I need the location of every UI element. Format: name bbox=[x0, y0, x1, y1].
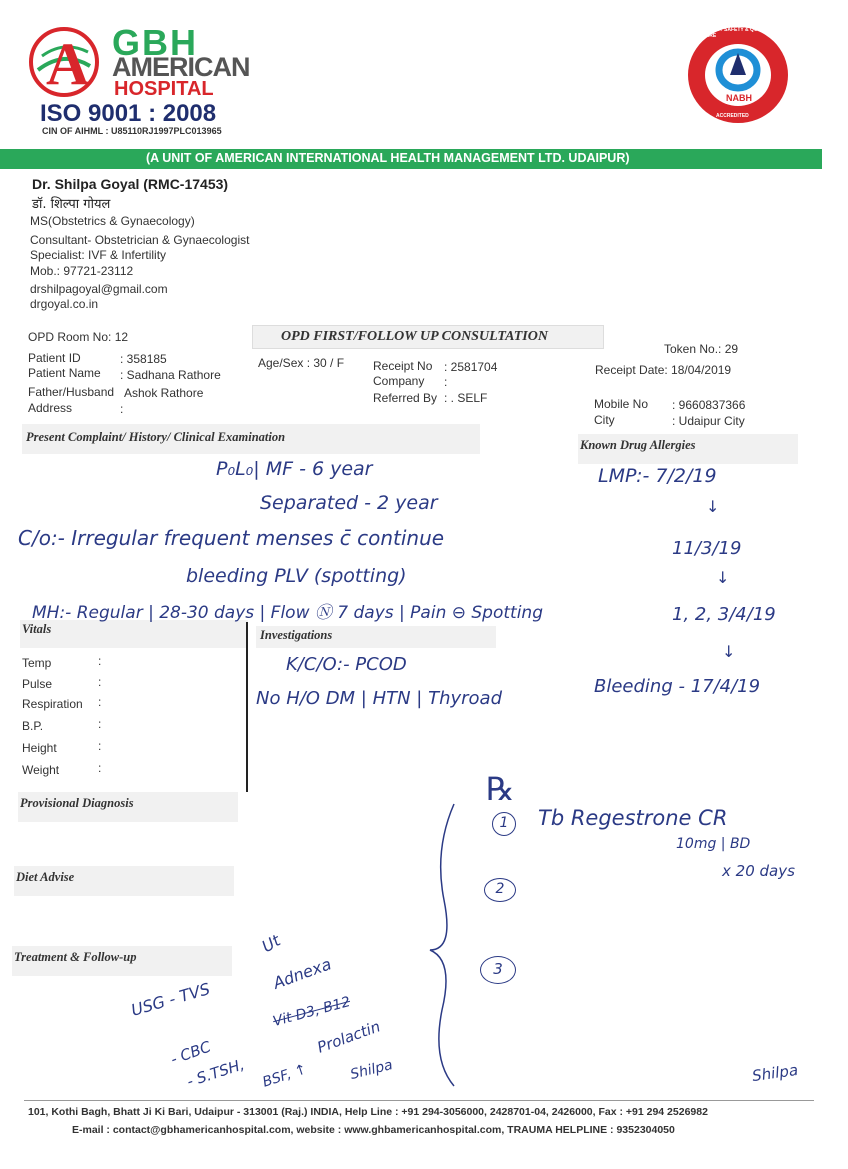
hw-date-2: 1, 2, 3/4/19 bbox=[672, 604, 776, 625]
rx-item-3-num: 3 bbox=[493, 960, 503, 978]
rx-item-2-num: 2 bbox=[495, 881, 505, 897]
mobile-value: : 9660837366 bbox=[672, 398, 746, 412]
investigations-heading: Investigations bbox=[260, 628, 333, 642]
form-title: OPD FIRST/FOLLOW UP CONSULTATION bbox=[281, 329, 548, 344]
doctor-email: drshilpagoyal@gmail.com bbox=[30, 282, 168, 296]
hw-no-ho: No H/O DM | HTN | Thyroad bbox=[256, 688, 503, 709]
hw-rx-1-duration: x 20 days bbox=[722, 862, 795, 880]
hw-bleeding: bleeding PLV (spotting) bbox=[186, 565, 407, 587]
hw-bleeding-date: Bleeding - 17/4/19 bbox=[594, 676, 761, 697]
hw-bsf: BSF, ↑ bbox=[260, 1061, 309, 1091]
vital-sep: : bbox=[98, 761, 102, 775]
hw-lmp: LMP:- 7/2/19 bbox=[598, 465, 717, 487]
patient-name-label: Patient Name bbox=[28, 366, 101, 380]
doctor-qualification: MS(Obstetrics & Gynaecology) bbox=[30, 214, 195, 228]
hw-separated: Separated - 2 year bbox=[260, 492, 438, 514]
hw-signature-small: Shilpa bbox=[348, 1057, 395, 1083]
diet-heading-box bbox=[14, 866, 234, 896]
nabh-seal bbox=[686, 25, 790, 125]
address-value: : bbox=[120, 402, 124, 416]
hw-date-1: 11/3/19 bbox=[672, 538, 742, 559]
referred-value: : . SELF bbox=[444, 391, 488, 405]
vital-label: Weight bbox=[22, 763, 60, 777]
receipt-date: Receipt Date: 18/04/2019 bbox=[595, 363, 732, 377]
vital-pulse bbox=[22, 675, 222, 695]
vital-temp bbox=[22, 654, 222, 675]
hw-rx-symbol: ℞ bbox=[486, 770, 515, 808]
diet-heading: Diet Advise bbox=[16, 870, 75, 884]
form-title-box bbox=[252, 325, 604, 349]
hw-adnexa: Adnexa bbox=[270, 954, 334, 993]
hw-complaint: C/o:- Irregular frequent menses c̄ continue bbox=[18, 526, 445, 550]
vital-label: Temp bbox=[22, 656, 52, 670]
patient-id: : 358185 bbox=[120, 352, 167, 366]
token-number: Token No.: 29 bbox=[664, 342, 739, 356]
vital-sep: : bbox=[98, 675, 102, 689]
receipt-no: : 2581704 bbox=[444, 360, 498, 374]
address-label: Address bbox=[28, 401, 73, 415]
company-value: : bbox=[444, 375, 448, 389]
city-label: City bbox=[594, 413, 615, 427]
vital-label: B.P. bbox=[22, 719, 44, 733]
vital-height bbox=[22, 739, 222, 761]
referred-label: Referred By bbox=[373, 391, 438, 405]
opd-room: OPD Room No: 12 bbox=[28, 330, 129, 344]
company-label: Company bbox=[373, 374, 425, 388]
brand-line1: GBH bbox=[112, 22, 198, 63]
father-label: Father/Husband bbox=[28, 385, 115, 399]
hw-arrow-1: ↓ bbox=[706, 497, 720, 516]
vital-sep: : bbox=[98, 654, 102, 668]
hw-arrow-2: ↓ bbox=[716, 568, 730, 587]
vital-sep: : bbox=[98, 739, 102, 753]
treatment-heading-box bbox=[12, 946, 232, 976]
doctor-name-hindi: डॉ. शिल्पा गोयल bbox=[32, 197, 111, 212]
hw-signature-right: Shilpa bbox=[750, 1060, 800, 1086]
banner-text: (A UNIT OF AMERICAN INTERNATIONAL HEALTH MANAGEMENT LTD. UDAIPUR) bbox=[146, 151, 630, 165]
doctor-mobile: Mob.: 97721-23112 bbox=[30, 264, 134, 278]
hw-usg: USG - TVS bbox=[128, 979, 213, 1020]
header-banner bbox=[0, 149, 822, 169]
hw-rx-1: Tb Regestrone CR bbox=[538, 806, 728, 830]
brand-line2: AMERICAN bbox=[112, 52, 250, 82]
hw-ut: Ut bbox=[258, 930, 284, 957]
complaint-heading: Present Complaint/ History/ Clinical Examination bbox=[26, 430, 286, 444]
hw-arrow-3: ↓ bbox=[722, 642, 736, 661]
hw-kco: K/C/O:- PCOD bbox=[286, 654, 407, 675]
allergies-heading: Known Drug Allergies bbox=[580, 438, 696, 452]
brand-line3: HOSPITAL bbox=[114, 78, 214, 100]
hw-obstetric: P₀L₀| MF - 6 year bbox=[216, 458, 373, 480]
hospital-logo bbox=[28, 26, 100, 98]
vitals-divider bbox=[246, 622, 248, 792]
vital-respiration bbox=[22, 695, 222, 717]
investigations-heading-box bbox=[256, 626, 496, 648]
nabh-label: NABH bbox=[726, 93, 752, 103]
nabh-ring-text: PATIENT SAFETY & QUALITY OF CARE bbox=[702, 27, 781, 39]
rx-item-1-num: 1 bbox=[499, 815, 509, 831]
vitals-list bbox=[22, 654, 222, 783]
complaint-heading-box bbox=[22, 424, 480, 454]
cin-number: CIN OF AIHML : U85110RJ1997PLC013965 bbox=[42, 126, 222, 136]
patient-name: : Sadhana Rathore bbox=[120, 368, 221, 382]
vital-label: Height bbox=[22, 741, 57, 755]
father-name: Ashok Rathore bbox=[124, 386, 204, 400]
hw-bracket bbox=[420, 800, 460, 1090]
hw-vitd: Vit D3, B12 bbox=[271, 993, 353, 1031]
vital-bp bbox=[22, 717, 222, 739]
iso-cert: ISO 9001 : 2008 bbox=[40, 100, 217, 127]
provisional-heading-box bbox=[18, 792, 238, 822]
rx-item-2-circle bbox=[484, 878, 516, 902]
rx-item-1-circle bbox=[492, 812, 516, 836]
nabh-bottom-text: ACCREDITED bbox=[716, 113, 749, 119]
doctor-specialist: Specialist: IVF & Infertility bbox=[30, 248, 167, 262]
hw-tsh: - S.TSH, bbox=[184, 1055, 247, 1091]
city-value: : Udaipur City bbox=[672, 414, 745, 428]
vital-sep: : bbox=[98, 695, 102, 709]
doctor-name: Dr. Shilpa Goyal (RMC-17453) bbox=[32, 176, 229, 192]
vital-label: Respiration bbox=[22, 697, 83, 711]
doctor-role: Consultant- Obstetrician & Gynaecologist bbox=[30, 233, 250, 247]
patient-id-label: Patient ID bbox=[28, 351, 81, 365]
hw-menstrual-history: MH:- Regular | 28-30 days | Flow Ⓝ 7 days | Pain ⊖ Spotting bbox=[32, 603, 543, 623]
rx-item-3-circle bbox=[480, 956, 516, 984]
mobile-label: Mobile No bbox=[594, 397, 649, 411]
vital-sep: : bbox=[98, 717, 102, 731]
footer-address: 101, Kothi Bagh, Bhatt Ji Ki Bari, Udaipur - 313001 (Raj.) INDIA, Help Line : +91 294-3056000, 2428701-04, 2426000, Fax : +91 294 2526982 bbox=[28, 1106, 708, 1118]
vital-label: Pulse bbox=[22, 677, 53, 691]
logo-letter: A bbox=[46, 31, 90, 97]
doctor-web: drgoyal.co.in bbox=[30, 297, 99, 311]
age-sex: Age/Sex : 30 / F bbox=[258, 356, 345, 370]
receipt-no-label: Receipt No bbox=[373, 359, 433, 373]
allergies-heading-box bbox=[578, 434, 798, 464]
hw-rx-1-dose: 10mg | BD bbox=[676, 836, 751, 852]
hw-prolactin: Prolactin bbox=[314, 1017, 383, 1057]
treatment-heading: Treatment & Follow-up bbox=[14, 950, 137, 964]
provisional-heading: Provisional Diagnosis bbox=[20, 796, 134, 810]
vitals-heading: Vitals bbox=[22, 622, 52, 636]
footer-contact: E-mail : contact@gbhamericanhospital.com, website : www.ghbamericanhospital.com, TRAUMA HELPLINE : 9352304050 bbox=[72, 1124, 675, 1136]
footer-rule bbox=[24, 1100, 814, 1101]
vitals-heading-box bbox=[20, 620, 248, 648]
hw-cbc: - CBC bbox=[168, 1037, 214, 1069]
vital-weight bbox=[22, 761, 222, 783]
